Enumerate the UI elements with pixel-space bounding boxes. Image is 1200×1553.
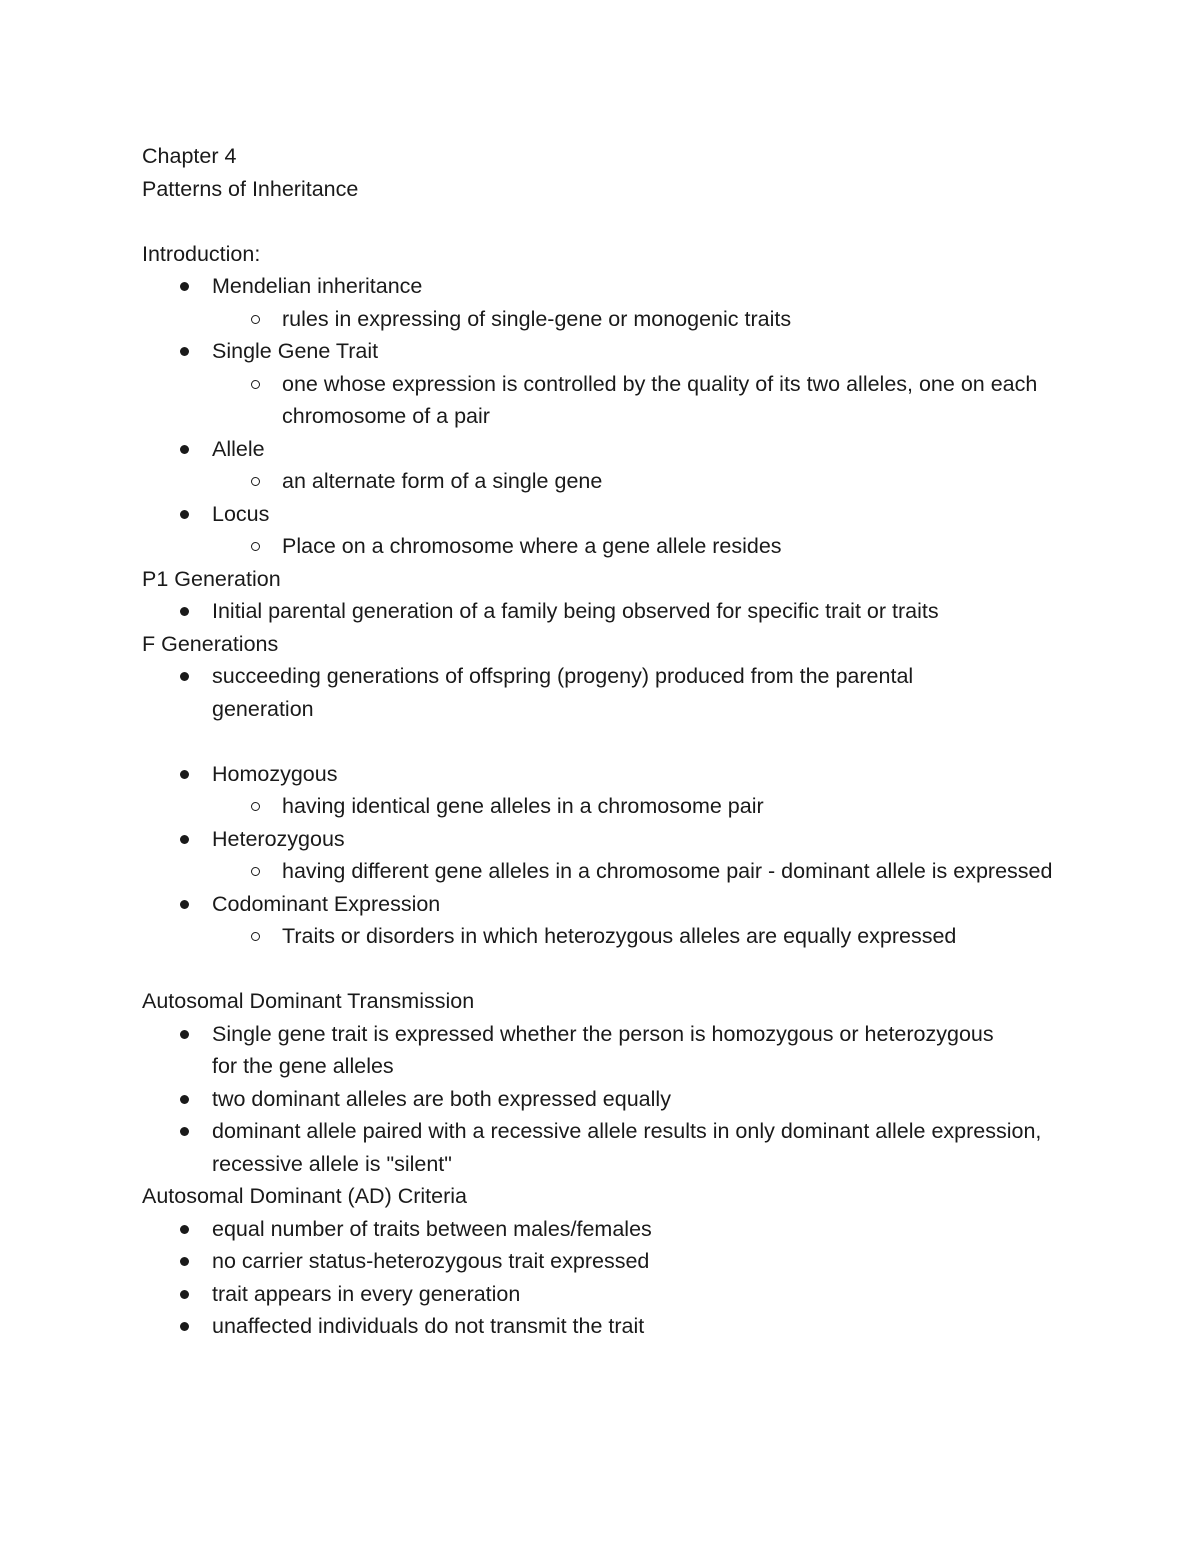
list-item xyxy=(142,823,1062,888)
term: Homozygous xyxy=(212,761,338,786)
sub-list xyxy=(212,368,1062,433)
sub-list xyxy=(212,530,1062,563)
term: Mendelian inheritance xyxy=(212,274,423,298)
section-heading-p1-generation: P1 Generation xyxy=(142,566,281,591)
list-item xyxy=(142,433,1062,498)
list-item xyxy=(142,498,1062,563)
blank-line xyxy=(142,953,1062,986)
list-item xyxy=(142,595,1062,628)
section-heading-ad-transmission: Autosomal Dominant Transmission xyxy=(142,989,475,1013)
definition: rules in expressing of single-gene or monogenic traits xyxy=(282,306,792,331)
term: Heterozygous xyxy=(212,826,345,851)
sub-list xyxy=(212,790,1062,823)
zygosity-list xyxy=(142,758,1062,953)
sub-list-item xyxy=(212,368,1062,433)
term: Locus xyxy=(212,501,270,526)
item-text: Initial parental generation of a family being observed for specific trait or traits xyxy=(212,599,939,623)
section-heading-introduction: Introduction: xyxy=(142,241,261,266)
hollow-bullet-icon xyxy=(251,932,260,941)
sub-list xyxy=(212,303,1062,336)
list-item xyxy=(142,335,1062,433)
bullet-icon xyxy=(180,607,189,616)
section-heading-ad-criteria: Autosomal Dominant (AD) Criteria xyxy=(142,1184,467,1208)
hollow-bullet-icon xyxy=(251,477,260,486)
chapter-label: Chapter 4 xyxy=(142,144,237,168)
document-body xyxy=(142,140,1062,1343)
bullet-icon xyxy=(180,1225,189,1234)
bullet-icon xyxy=(180,1322,189,1331)
sub-list-item xyxy=(212,855,1082,888)
list-item xyxy=(142,1245,1062,1278)
term: Codominant Expression xyxy=(212,891,441,916)
bullet-icon xyxy=(180,445,189,454)
item-text: no carrier status-heterozygous trait expressed xyxy=(212,1249,650,1273)
list-item xyxy=(142,1018,1002,1083)
definition: an alternate form of a single gene xyxy=(282,469,603,493)
bullet-icon xyxy=(180,900,189,909)
definition: having different gene alleles in a chromosome pair - dominant allele is expressed xyxy=(282,859,1053,883)
bullet-icon xyxy=(180,1290,189,1299)
term: Single Gene Trait xyxy=(212,339,379,363)
bullet-icon xyxy=(180,282,189,291)
definition: Place on a chromosome where a gene allele resides xyxy=(282,534,782,558)
sub-list-item xyxy=(212,790,1062,823)
sub-list-item xyxy=(212,465,1062,498)
sub-list xyxy=(212,920,1062,953)
hollow-bullet-icon xyxy=(251,867,260,876)
bullet-icon xyxy=(180,1257,189,1266)
hollow-bullet-icon xyxy=(251,802,260,811)
bullet-icon xyxy=(180,1127,189,1136)
p1-list xyxy=(142,595,1062,628)
list-item xyxy=(142,270,1062,335)
section-heading-f-generations: F Generations xyxy=(142,631,279,656)
sub-list xyxy=(212,465,1062,498)
term: Allele xyxy=(212,436,265,461)
sub-list-item xyxy=(212,920,1062,953)
item-text: unaffected individuals do not transmit the trait xyxy=(212,1314,645,1338)
list-item xyxy=(142,1083,1062,1116)
ad-criteria-list xyxy=(142,1213,1062,1343)
intro-list xyxy=(142,270,1062,563)
list-item xyxy=(142,1213,1062,1246)
bullet-icon xyxy=(180,672,189,681)
item-text: equal number of traits between males/females xyxy=(212,1216,652,1241)
bullet-icon xyxy=(180,770,189,779)
bullet-icon xyxy=(180,347,189,356)
blank-line xyxy=(142,205,1062,238)
hollow-bullet-icon xyxy=(251,315,260,324)
list-item xyxy=(142,1310,1062,1343)
definition: Traits or disorders in which heterozygous alleles are equally expressed xyxy=(282,924,957,948)
item-text: two dominant alleles are both expressed equally xyxy=(212,1086,671,1111)
bullet-icon xyxy=(180,1030,189,1039)
bullet-icon xyxy=(180,510,189,519)
list-item xyxy=(142,1278,1062,1311)
definition: having identical gene alleles in a chromosome pair xyxy=(282,794,764,818)
page-title: Patterns of Inheritance xyxy=(142,176,359,201)
ad-transmission-list xyxy=(142,1018,1062,1181)
definition: one whose expression is controlled by the quality of its two alleles, one on each chromosome of a pair xyxy=(282,371,1038,428)
item-text: Single gene trait is expressed whether the person is homozygous or heterozygous for the gene alleles xyxy=(212,1021,994,1078)
sub-list xyxy=(212,855,1062,888)
list-item xyxy=(142,888,1062,953)
bullet-icon xyxy=(180,1095,189,1104)
sub-list-item xyxy=(212,303,1062,336)
list-item xyxy=(142,758,1062,823)
sub-list-item xyxy=(212,530,1062,563)
f-generations-list xyxy=(142,660,1062,725)
list-item xyxy=(142,1115,1082,1180)
blank-line xyxy=(142,725,1062,758)
bullet-icon xyxy=(180,835,189,844)
list-item xyxy=(142,660,1012,725)
hollow-bullet-icon xyxy=(251,542,260,551)
item-text: dominant allele paired with a recessive allele results in only dominant allele expression, recessive allele is "silent" xyxy=(212,1119,1042,1176)
hollow-bullet-icon xyxy=(251,380,260,389)
item-text: succeeding generations of offspring (progeny) produced from the parental generation xyxy=(212,664,914,721)
item-text: trait appears in every generation xyxy=(212,1281,521,1306)
